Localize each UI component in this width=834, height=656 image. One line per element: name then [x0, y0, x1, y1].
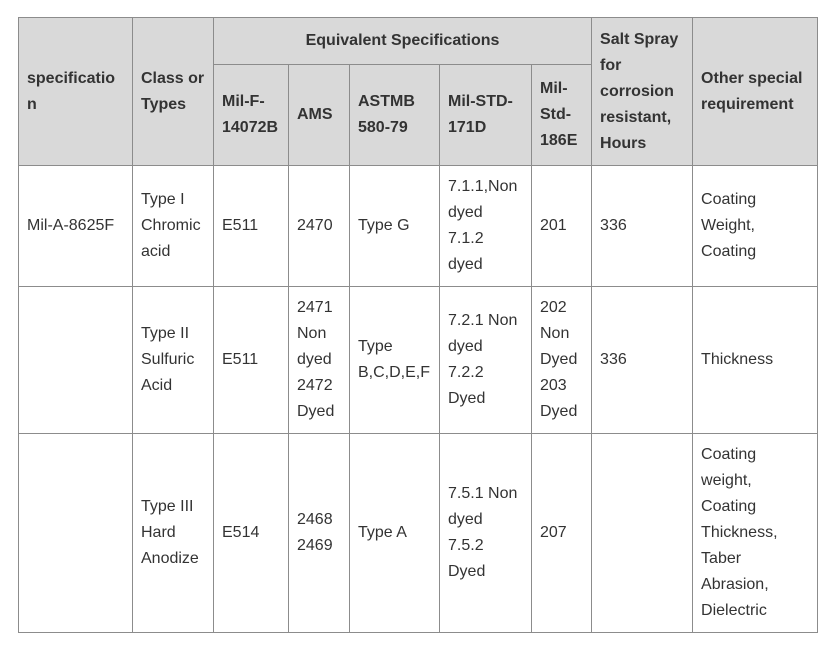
table-row — [19, 434, 818, 633]
cell-ams: 2471 Non dyed 2472 Dyed — [289, 287, 350, 434]
header-other-special-requirement: Other special requirement — [693, 18, 818, 166]
cell-astmb: Type B,C,D,E,F — [350, 287, 440, 434]
spec-table-container — [18, 17, 818, 633]
cell-salt-spray: 336 — [592, 166, 693, 287]
header-class-or-types: Class or Types — [133, 18, 214, 166]
cell-salt-spray — [592, 434, 693, 633]
cell-mil-f: E511 — [214, 166, 289, 287]
cell-specification — [19, 287, 133, 434]
cell-salt-spray: 336 — [592, 287, 693, 434]
cell-mil-f: E514 — [214, 434, 289, 633]
cell-class: Type III Hard Anodize — [133, 434, 214, 633]
cell-mil-std-171d: 7.2.1 Non dyed 7.2.2 Dyed — [440, 287, 532, 434]
header-mil-std-171d: Mil-STD- 171D — [440, 65, 532, 166]
table-row — [19, 287, 818, 434]
cell-mil-std-186e: 202 Non Dyed 203 Dyed — [532, 287, 592, 434]
header-specification: specification — [19, 18, 133, 166]
header-equivalent-specifications: Equivalent Specifications — [214, 18, 592, 65]
cell-specification — [19, 434, 133, 633]
header-astmb-580-79: ASTMB 580-79 — [350, 65, 440, 166]
cell-astmb: Type G — [350, 166, 440, 287]
anodize-spec-table — [18, 17, 818, 633]
cell-mil-std-171d: 7.1.1,Non dyed 7.1.2 dyed — [440, 166, 532, 287]
cell-ams: 2470 — [289, 166, 350, 287]
cell-class: Type I Chromic acid — [133, 166, 214, 287]
cell-specification: Mil-A-8625F — [19, 166, 133, 287]
header-salt-spray: Salt Spray for corrosion resistant, Hours — [592, 18, 693, 166]
cell-other: Coating Weight, Coating — [693, 166, 818, 287]
table-row — [19, 166, 818, 287]
cell-mil-f: E511 — [214, 287, 289, 434]
header-mil-std-186e: Mil- Std- 186E — [532, 65, 592, 166]
cell-astmb: Type A — [350, 434, 440, 633]
cell-class: Type II Sulfuric Acid — [133, 287, 214, 434]
header-mil-f-14072b: Mil-F- 14072B — [214, 65, 289, 166]
header-ams: AMS — [289, 65, 350, 166]
cell-other: Thickness — [693, 287, 818, 434]
cell-mil-std-171d: 7.5.1 Non dyed 7.5.2 Dyed — [440, 434, 532, 633]
cell-mil-std-186e: 207 — [532, 434, 592, 633]
cell-mil-std-186e: 201 — [532, 166, 592, 287]
cell-other: Coating weight, Coating Thickness, Taber Abrasion, Dielectric — [693, 434, 818, 633]
cell-ams: 2468 2469 — [289, 434, 350, 633]
